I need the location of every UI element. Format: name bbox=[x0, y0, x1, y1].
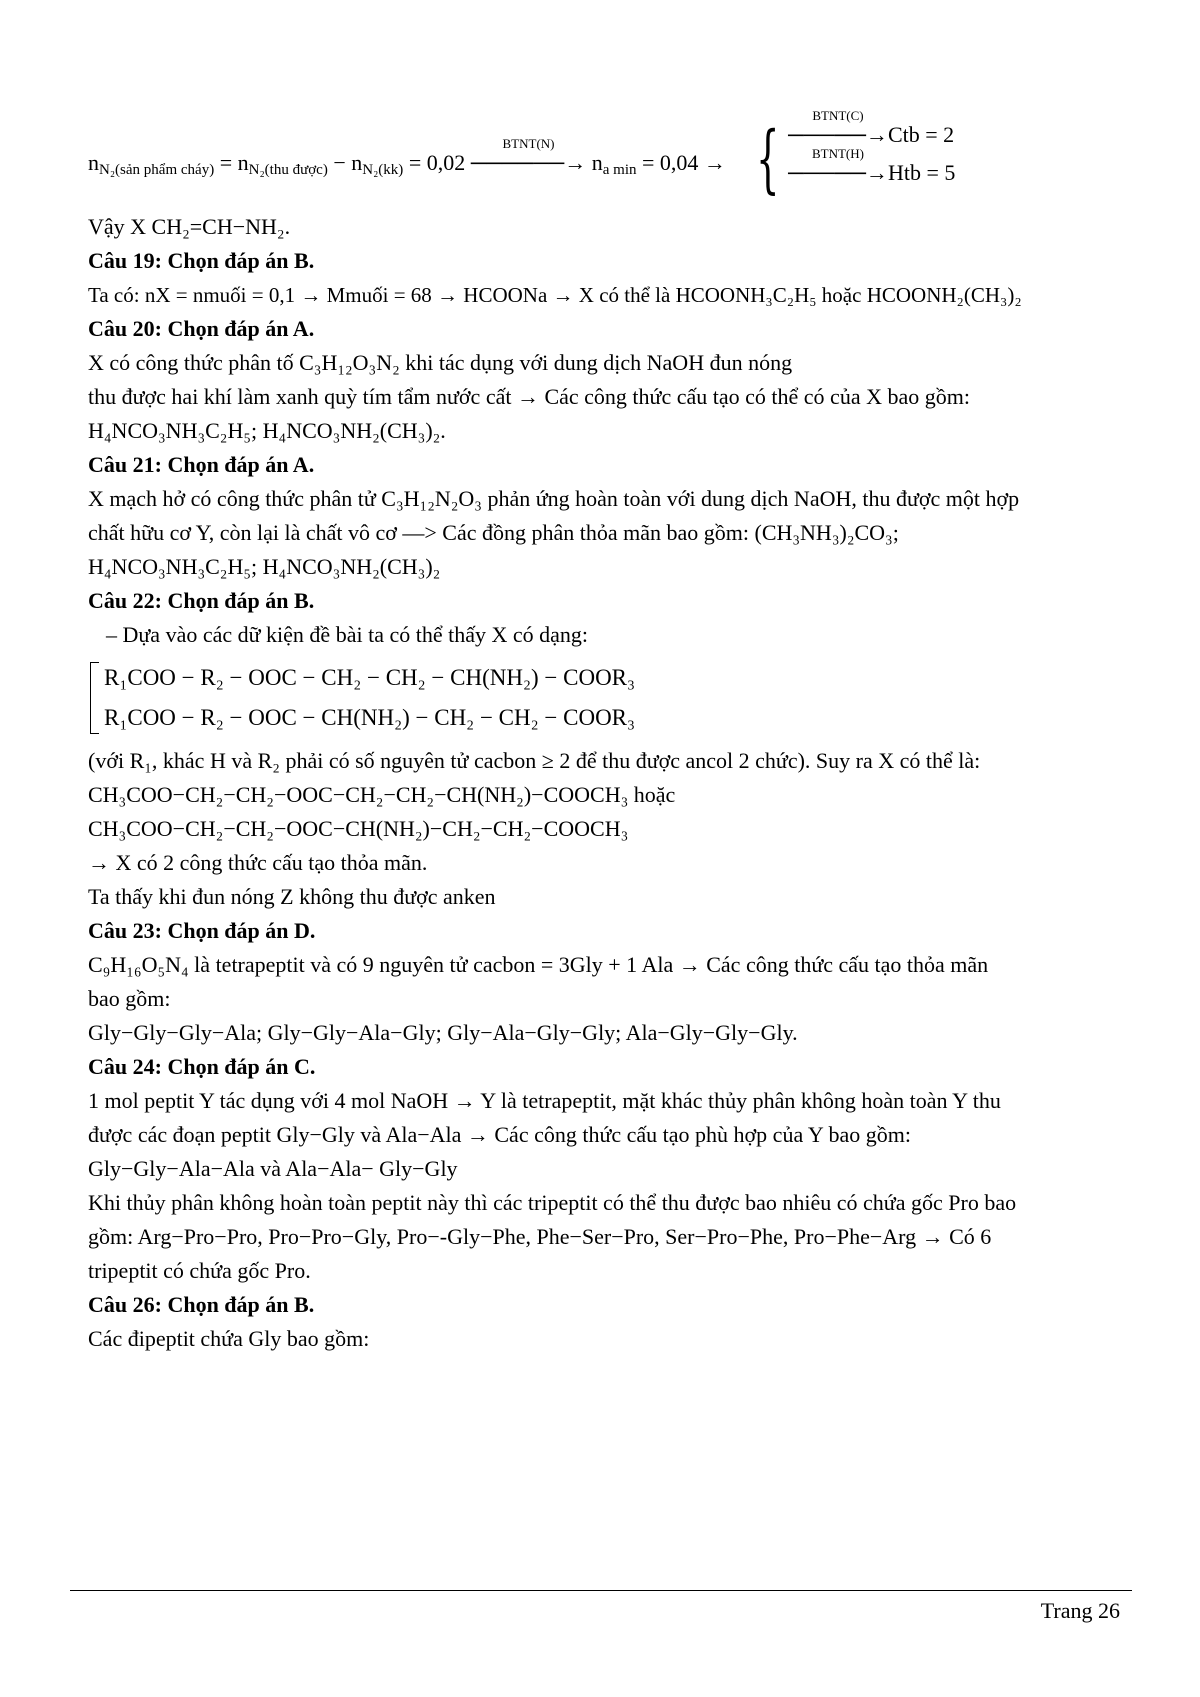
text-line: CH₃COO−CH₂−CH₂−OOC−CH(NH₂)−CH₂−CH₂−COOCH₃ bbox=[88, 816, 629, 841]
formula-line: R₁COO − R₂ − OOC − CH(NH₂) − CH₂ − CH₂ − COOR₃ bbox=[104, 705, 636, 730]
question-heading: Câu 24: Chọn đáp án C. bbox=[88, 1054, 316, 1079]
document-body bbox=[88, 110, 1120, 1356]
text-line: Ta thấy khi đun nóng Z không thu được anken bbox=[88, 884, 496, 909]
text-line: – Dựa vào các dữ kiện đề bài ta có thể thấy X có dạng: bbox=[106, 622, 589, 647]
eq-n-amin: n bbox=[586, 150, 603, 175]
text-line: Các đipeptit chứa Gly bao gồm: bbox=[88, 1326, 370, 1351]
eq-part-2: − n bbox=[327, 150, 363, 175]
text-line: Ta có: nX = nmuối = 0,1 → Mmuối = 68 → HCOONa → X có thể là HCOONH₃C₂H₅ hoặc HCOONH₂(CH₃)₂ bbox=[88, 283, 1022, 307]
text-line: Khi thủy phân không hoàn toàn peptit này thì các tripeptit có thể thu được bao nhiêu có chứa gốc Pro bao bbox=[88, 1190, 1017, 1215]
text-line: tripeptit có chứa gốc Pro. bbox=[88, 1258, 311, 1283]
footer-divider bbox=[70, 1590, 1132, 1591]
curly-brace: { bbox=[756, 116, 780, 202]
text-line: H₄NCO₃NH₃C₂H₅; H₄NCO₃NH₂(CH₃)₂. bbox=[88, 418, 446, 443]
text-line: thu được hai khí làm xanh quỳ tím tẩm nước cất → Các công thức cấu tạo có thể có của X bao gồm: bbox=[88, 384, 970, 409]
text-line: được các đoạn peptit Gly−Gly và Ala−Ala → Các công thức cấu tạo phù hợp của Y bao gồm: bbox=[88, 1122, 911, 1147]
question-heading: Câu 23: Chọn đáp án D. bbox=[88, 918, 316, 943]
arrow-btnt-n: BTNT(N) ──────→ bbox=[470, 136, 587, 175]
eq-sub-3: N₂(kk) bbox=[362, 162, 404, 178]
question-heading: Câu 26: Chọn đáp án B. bbox=[88, 1292, 315, 1317]
text-line: C₉H₁₆O₅N₄ là tetrapeptit và có 9 nguyên tử cacbon = 3Gly + 1 Ala → Các công thức cấu tạo thỏa mãn bbox=[88, 952, 989, 977]
brace-top-value: Ctb = 2 bbox=[887, 122, 955, 147]
eq-value-1: = 0,02 bbox=[403, 150, 466, 175]
brace-bot-label: BTNT(H) bbox=[811, 146, 864, 161]
eq-sub-1: N₂(sản phẩm cháy) bbox=[99, 162, 215, 178]
text-line: X có công thức phân tố C₃H₁₂O₃N₂ khi tác dụng với dung dịch NaOH đun nóng bbox=[88, 350, 793, 375]
text-line: chất hữu cơ Y, còn lại là chất vô cơ —> Các đồng phân thỏa mãn bao gồm: (CH₃NH₃)₂CO₃; bbox=[88, 520, 899, 545]
arrow-btnt-c: BTNT(C) ─────→ bbox=[788, 108, 888, 147]
eq-sub-amin: a min bbox=[602, 162, 637, 178]
eq-n: n bbox=[88, 150, 99, 175]
formula-bracket bbox=[88, 658, 1120, 738]
brace-bottom-value: Htb = 5 bbox=[887, 160, 956, 185]
page-number: Trang 26 bbox=[1040, 1598, 1120, 1623]
text-line: X mạch hở có công thức phân tử C₃H₁₂N₂O₃ phản ứng hoàn toàn với dung dịch NaOH, thu được một hợp bbox=[88, 486, 1020, 511]
arrow-label: BTNT(N) bbox=[502, 136, 555, 151]
text-line: gồm: Arg−Pro−Pro, Pro−Pro−Gly, Pro−-Gly−Phe, Phe−Ser−Pro, Ser−Pro−Phe, Pro−Phe−Arg → Có 6 bbox=[88, 1224, 992, 1249]
text-line: Gly−Gly−Gly−Ala; Gly−Gly−Ala−Gly; Gly−Ala−Gly−Gly; Ala−Gly−Gly−Gly. bbox=[88, 1020, 798, 1045]
text-line: H₄NCO₃NH₃C₂H₅; H₄NCO₃NH₂(CH₃)₂ bbox=[88, 554, 441, 579]
question-heading: Câu 20: Chọn đáp án A. bbox=[88, 316, 315, 341]
arrow-btnt-h: BTNT(H) ─────→ bbox=[788, 146, 888, 185]
eq-part-1: = n bbox=[214, 150, 249, 175]
text-line: → X có 2 công thức cấu tạo thỏa mãn. bbox=[88, 850, 428, 875]
eq-sub-2: N₂(thu được) bbox=[248, 162, 328, 178]
nitrogen-equation bbox=[88, 136, 726, 178]
brace-top-label: BTNT(C) bbox=[812, 108, 864, 123]
text-line: CH₃COO−CH₂−CH₂−OOC−CH₂−CH₂−CH(NH₂)−COOCH₃ hoặc bbox=[88, 782, 676, 807]
question-heading: Câu 21: Chọn đáp án A. bbox=[88, 452, 315, 477]
text-line: 1 mol peptit Y tác dụng với 4 mol NaOH → Y là tetrapeptit, mặt khác thủy phân không hoàn toàn Y thu bbox=[88, 1088, 1001, 1113]
brace-bottom bbox=[788, 146, 956, 186]
question-heading: Câu 22: Chọn đáp án B. bbox=[88, 588, 315, 613]
text-line: bao gồm: bbox=[88, 986, 171, 1011]
formula-line: R₁COO − R₂ − OOC − CH₂ − CH₂ − CH(NH₂) − COOR₃ bbox=[104, 665, 636, 690]
eq-value-2: = 0,04 → bbox=[636, 150, 726, 175]
equation-block bbox=[88, 110, 1120, 210]
text-line: (với R₁, khác H và R₂ phải có số nguyên tử cacbon ≥ 2 để thu được ancol 2 chức). Suy ra X có thể là: bbox=[88, 748, 981, 773]
question-heading: Câu 19: Chọn đáp án B. bbox=[88, 248, 315, 273]
text-line: Gly−Gly−Ala−Ala và Ala−Ala− Gly−Gly bbox=[88, 1156, 458, 1181]
brace-top bbox=[788, 108, 955, 148]
text-line: Vậy X CH₂=CH−NH₂. bbox=[88, 214, 291, 239]
